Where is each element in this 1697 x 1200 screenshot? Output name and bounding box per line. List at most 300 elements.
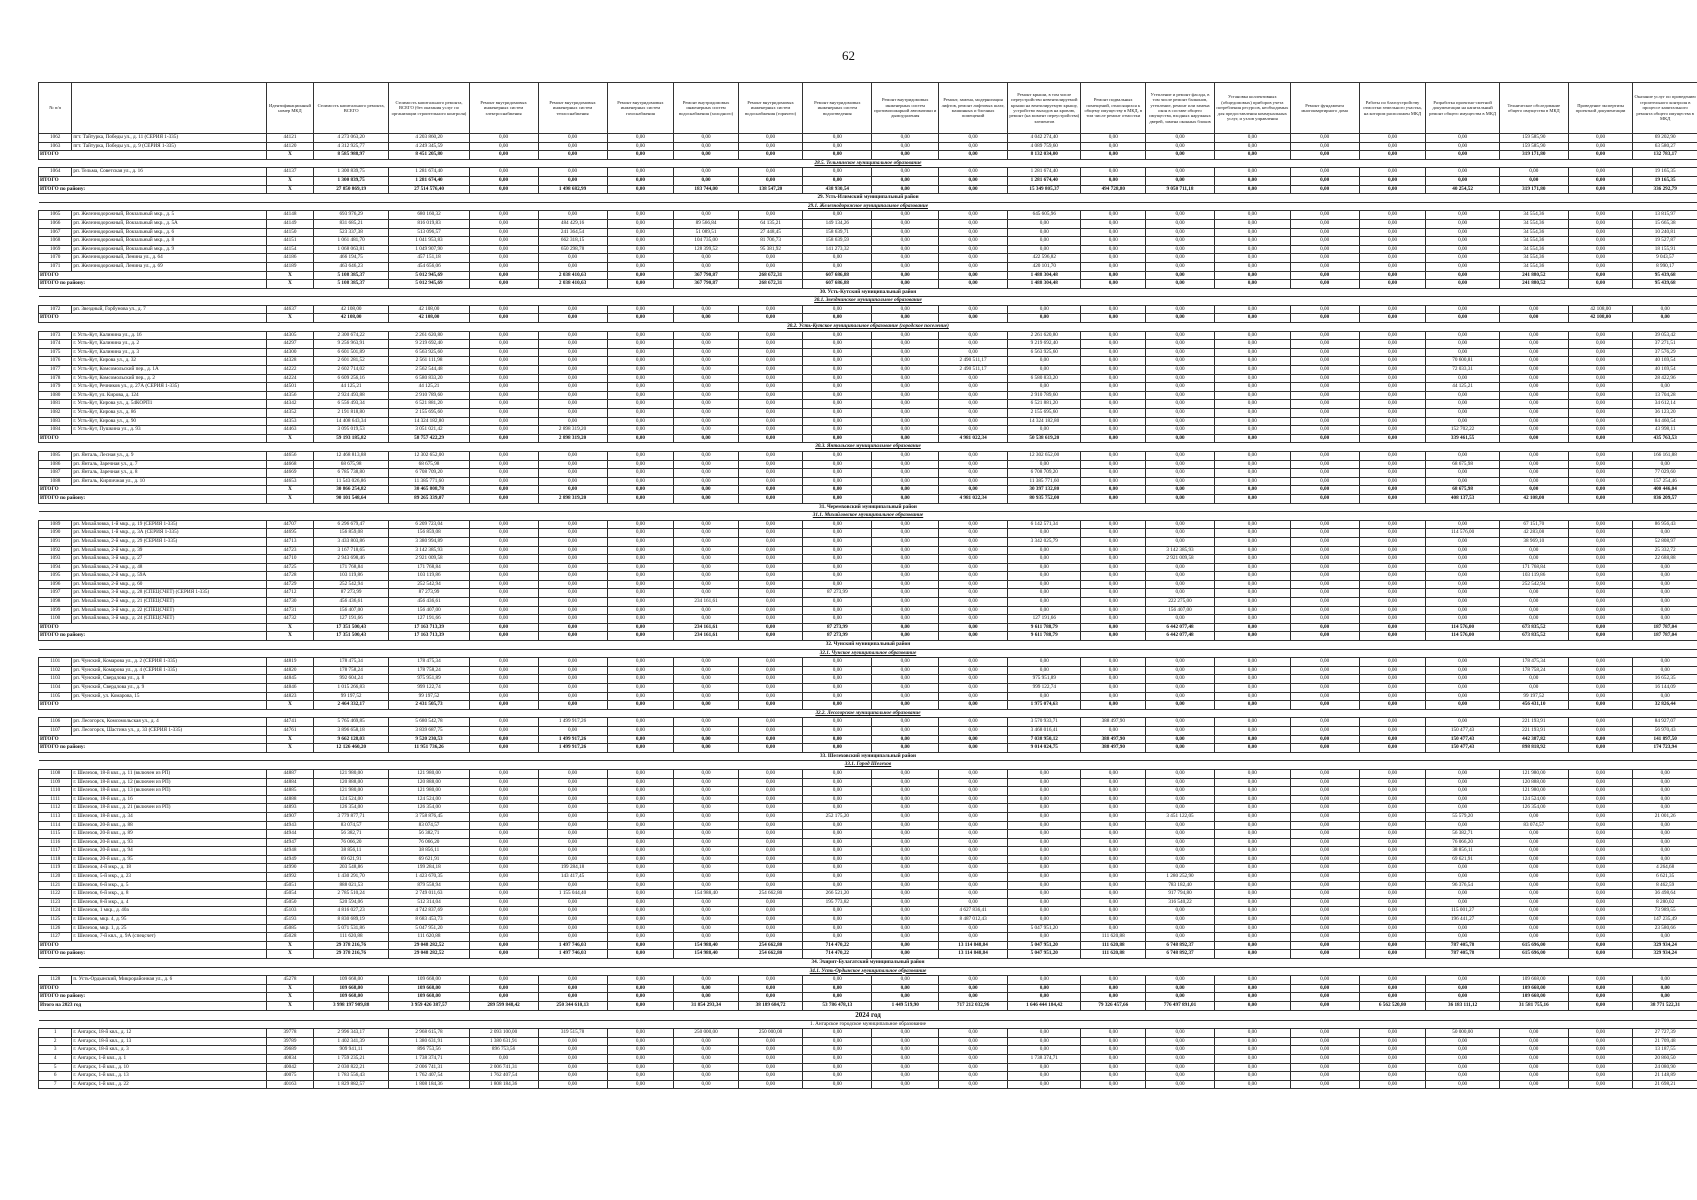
row-value: 0,00: [1568, 890, 1633, 899]
column-header: Ремонт внутридомовых инженерных систем водоснабжения (холодного): [674, 83, 739, 134]
row-value: 0,00: [872, 726, 939, 735]
row-number: 3: [39, 1046, 72, 1055]
total-value: 0,00: [607, 434, 674, 443]
row-value: 73 989,55: [1633, 907, 1697, 916]
row-value: 693 976,29: [313, 211, 389, 220]
subsection-heading-row: [39, 649, 1697, 658]
row-number: 1075: [39, 348, 72, 357]
row-value: 0,00: [469, 460, 538, 469]
row-value: 0,00: [1499, 838, 1568, 847]
capital-repair-table-wrap: [38, 82, 1697, 1089]
row-value: 0,00: [939, 546, 1008, 555]
row-number: 1097: [39, 589, 72, 598]
row-address: рп. Михайловка, 1-й мкр., д. 19 (СЕРИЯ 1-335): [72, 520, 267, 529]
total-value: 0,00: [1215, 151, 1291, 160]
row-number: 1: [39, 1029, 72, 1038]
row-address: рп. Янталь, Лесная ул., д. 9: [72, 451, 267, 460]
table-row: [39, 1037, 1697, 1046]
row-number: 1081: [39, 400, 72, 409]
row-value: 0,00: [1499, 546, 1568, 555]
total-value: 30 465 808,78: [389, 486, 469, 495]
row-value: 178 475,34: [1499, 658, 1568, 667]
row-value: 3 570 933,71: [1008, 718, 1081, 727]
row-value: 0,00: [469, 718, 538, 727]
row-value: 0,00: [1426, 520, 1499, 529]
row-value: 0,00: [607, 477, 674, 486]
total-value: 109 668,00: [1499, 984, 1568, 993]
row-value: 0,00: [538, 383, 607, 392]
subsection-heading: 31.1. Михайловское муниципальное образование: [39, 512, 1697, 521]
row-value: 0,00: [1426, 769, 1499, 778]
total-value: 109 668,00: [313, 993, 389, 1002]
row-value: 0,00: [538, 477, 607, 486]
row-value: 0,00: [469, 580, 538, 589]
row-value: 178 758,24: [1499, 666, 1568, 675]
total-value: 0,00: [674, 984, 739, 993]
row-number: 1091: [39, 537, 72, 546]
row-value: 0,00: [1290, 134, 1359, 143]
row-value: 0,00: [1568, 348, 1633, 357]
row-value: 0,00: [1290, 563, 1359, 572]
row-value: 0,00: [1215, 1046, 1291, 1055]
row-value: 0,00: [1081, 1063, 1146, 1072]
total-value: 336 292,79: [1633, 185, 1697, 194]
row-address: рп. Янталь, Кирпичная ул., д. 10: [72, 477, 267, 486]
total-value: 0,00: [674, 993, 739, 1002]
row-mkd-id: 40075: [267, 1072, 314, 1081]
row-value: 0,00: [1359, 262, 1426, 271]
row-value: 0,00: [538, 572, 607, 581]
column-header: Техническое обследование общего имущества в МКД: [1499, 83, 1568, 134]
row-value: 84 927,07: [1633, 718, 1697, 727]
row-value: 0,00: [1359, 357, 1426, 366]
row-value: 0,00: [1081, 821, 1146, 830]
row-value: 0,00: [1290, 1080, 1359, 1089]
row-value: 34 554,36: [1499, 219, 1568, 228]
row-value: 2 921 009,58: [1146, 555, 1215, 564]
row-value: 0,00: [803, 1072, 872, 1081]
row-number: 1115: [39, 830, 72, 839]
table-row: [39, 228, 1697, 237]
row-value: 0,00: [1568, 219, 1633, 228]
column-header: Ремонт внутридомовых инженерных систем водоснабжения (горячего): [738, 83, 803, 134]
row-value: 0,00: [538, 924, 607, 933]
row-value: 4 089 759,60: [1008, 142, 1081, 151]
row-value: 0,00: [1146, 142, 1215, 151]
total-value: 0,00: [872, 984, 939, 993]
row-value: 0,00: [674, 855, 739, 864]
row-value: 0,00: [738, 606, 803, 615]
row-value: 0,00: [1081, 890, 1146, 899]
table-row: [39, 426, 1697, 435]
row-value: 0,00: [674, 451, 739, 460]
row-value: 0,00: [803, 933, 872, 942]
total-value: 111 620,88: [1081, 950, 1146, 959]
total-value: 0,00: [939, 271, 1008, 280]
row-value: 463 646,23: [313, 262, 389, 271]
row-value: 0,00: [469, 340, 538, 349]
row-value: 0,00: [939, 606, 1008, 615]
row-value: 0,00: [1426, 615, 1499, 624]
row-value: 0,00: [738, 1080, 803, 1089]
row-value: 0,00: [1568, 529, 1633, 538]
row-value: 0,00: [1568, 847, 1633, 856]
total-value: 0,00: [1215, 701, 1291, 710]
row-value: 0,00: [872, 598, 939, 607]
row-value: 0,00: [872, 391, 939, 400]
row-value: 0,00: [538, 589, 607, 598]
row-value: 0,00: [1008, 769, 1081, 778]
row-number: 1121: [39, 881, 72, 890]
row-value: 0,00: [538, 1080, 607, 1089]
row-mkd-id: 44907: [267, 812, 314, 821]
row-value: 0,00: [803, 254, 872, 263]
subsection-heading-row: [39, 202, 1697, 211]
row-number: 1076: [39, 357, 72, 366]
total-value: 9 520 230,53: [389, 735, 469, 744]
total-value: 0,00: [1081, 151, 1146, 160]
subsection-heading: 1. Ангарское городское муниципальное образование: [39, 1020, 1697, 1029]
row-value: 0,00: [674, 374, 739, 383]
row-value: 0,00: [1081, 245, 1146, 254]
row-value: 27 727,39: [1633, 1029, 1697, 1038]
row-value: 0,00: [674, 1063, 739, 1072]
row-value: 0,00: [1359, 1054, 1426, 1063]
row-mkd-id: 44342: [267, 400, 314, 409]
row-mkd-id: 44885: [267, 787, 314, 796]
row-value: 0,00: [1290, 1063, 1359, 1072]
row-value: 56 970,43: [1633, 726, 1697, 735]
row-value: 0,00: [538, 812, 607, 821]
total-value: 0,00: [1426, 314, 1499, 323]
total-value: 0,00: [939, 185, 1008, 194]
column-header: Утепление и ремонт фасада, в том числе ремонт балконов, утепление, ремонт или замена окон в составе общего имущества, входных наружных дверей, замена оконных блоков: [1146, 83, 1215, 134]
row-value: 0,00: [1568, 718, 1633, 727]
row-value: 6 563 925,60: [1008, 348, 1081, 357]
total-value: 6 442 077,48: [1146, 623, 1215, 632]
total-value: 0,00: [1290, 494, 1359, 503]
total-marker: X: [267, 185, 314, 194]
row-value: 0,00: [1499, 168, 1568, 177]
row-value: 0,00: [1081, 451, 1146, 460]
row-value: 0,00: [1633, 692, 1697, 701]
row-value: 0,00: [674, 675, 739, 684]
row-value: 0,00: [674, 383, 739, 392]
row-value: 0,00: [1215, 675, 1291, 684]
total-row: [39, 280, 1697, 289]
total-value: 31 854 293,34: [674, 1001, 739, 1010]
row-value: 40 169,54: [1633, 357, 1697, 366]
total-value: 0,00: [1359, 494, 1426, 503]
row-value: 0,00: [1359, 778, 1426, 787]
total-value: 0,00: [1359, 314, 1426, 323]
total-value: 0,00: [1568, 494, 1633, 503]
row-value: 0,00: [738, 589, 803, 598]
row-value: 158 639,59: [803, 237, 872, 246]
total-value: 32 826,44: [1633, 701, 1697, 710]
row-value: 0,00: [738, 134, 803, 143]
row-value: 0,00: [607, 976, 674, 985]
row-value: 831 685,21: [313, 219, 389, 228]
row-value: 0,00: [803, 1029, 872, 1038]
row-number: 1118: [39, 855, 72, 864]
row-value: 0,00: [674, 426, 739, 435]
row-value: 0,00: [1215, 589, 1291, 598]
table-row: [39, 847, 1697, 856]
row-value: 0,00: [538, 555, 607, 564]
row-value: 0,00: [803, 615, 872, 624]
row-value: 0,00: [939, 460, 1008, 469]
row-value: 0,00: [738, 211, 803, 220]
total-value: 30 866 254,82: [313, 486, 389, 495]
total-value: 50 538 619,20: [1008, 434, 1081, 443]
total-value: 0,00: [1146, 984, 1215, 993]
total-value: 1 300 839,75: [313, 176, 389, 185]
row-value: 0,00: [872, 211, 939, 220]
row-value: 0,00: [538, 391, 607, 400]
total-marker: X: [267, 744, 314, 753]
total-value: 9 611 788,79: [1008, 632, 1081, 641]
row-mkd-id: 45028: [267, 933, 314, 942]
row-value: 0,00: [738, 572, 803, 581]
row-value: 0,00: [1146, 675, 1215, 684]
row-value: 0,00: [803, 864, 872, 873]
total-value: 0,00: [1290, 941, 1359, 950]
row-value: 0,00: [1290, 830, 1359, 839]
row-value: 0,00: [803, 460, 872, 469]
row-value: 87 273,99: [803, 589, 872, 598]
row-value: 0,00: [674, 400, 739, 409]
row-address: г. Шелехов, мкр. 1, д. 25: [72, 924, 267, 933]
row-value: 38 856,11: [1426, 847, 1499, 856]
row-value: 0,00: [1426, 795, 1499, 804]
row-value: 0,00: [674, 409, 739, 418]
table-row: [39, 168, 1697, 177]
row-value: 0,00: [1568, 675, 1633, 684]
row-value: 120 888,00: [313, 778, 389, 787]
row-value: 0,00: [538, 374, 607, 383]
row-mkd-id: 44137: [267, 168, 314, 177]
row-value: 0,00: [1215, 211, 1291, 220]
row-number: 1102: [39, 666, 72, 675]
total-value: 58 757 422,29: [389, 434, 469, 443]
total-value: 0,00: [469, 176, 538, 185]
table-row: [39, 262, 1697, 271]
row-value: 0,00: [1290, 451, 1359, 460]
row-number: 1123: [39, 898, 72, 907]
row-value: 38 856,11: [389, 847, 469, 856]
row-value: 0,00: [607, 391, 674, 400]
total-value: 607 686,88: [803, 271, 872, 280]
row-address: рп. Михайловка, 2-й мкр., д. 60: [72, 580, 267, 589]
row-value: 0,00: [872, 572, 939, 581]
row-value: 0,00: [607, 873, 674, 882]
row-value: 0,00: [1499, 890, 1568, 899]
total-value: 0,00: [1008, 993, 1081, 1002]
row-value: 0,00: [1215, 555, 1291, 564]
row-value: 34 554,36: [1499, 254, 1568, 263]
row-value: 999 122,74: [389, 684, 469, 693]
row-value: 0,00: [607, 580, 674, 589]
row-number: 1127: [39, 933, 72, 942]
total-value: 0,00: [939, 623, 1008, 632]
total-row: [39, 632, 1697, 641]
row-value: 0,00: [939, 726, 1008, 735]
row-value: 0,00: [538, 769, 607, 778]
row-value: 0,00: [674, 692, 739, 701]
total-value: 0,00: [538, 486, 607, 495]
row-value: 0,00: [1215, 976, 1291, 985]
total-row: [39, 271, 1697, 280]
row-value: 178 475,34: [313, 658, 389, 667]
row-value: 0,00: [1290, 795, 1359, 804]
row-value: 0,00: [1290, 769, 1359, 778]
row-value: 0,00: [1359, 134, 1426, 143]
row-value: 0,00: [1290, 864, 1359, 873]
row-value: 0,00: [538, 933, 607, 942]
row-value: 0,00: [738, 916, 803, 925]
row-value: 0,00: [872, 460, 939, 469]
row-value: 0,00: [538, 305, 607, 314]
row-mkd-id: 44949: [267, 855, 314, 864]
row-value: 0,00: [469, 684, 538, 693]
row-value: 0,00: [872, 589, 939, 598]
row-value: 0,00: [1568, 331, 1633, 340]
row-value: 0,00: [1290, 417, 1359, 426]
total-value: 0,00: [1359, 151, 1426, 160]
total-value: 42 108,00: [389, 314, 469, 323]
row-value: 0,00: [538, 1046, 607, 1055]
row-value: 14 408 643,34: [313, 417, 389, 426]
total-value: 0,00: [1568, 701, 1633, 710]
row-value: 0,00: [1568, 357, 1633, 366]
row-value: 0,00: [1290, 469, 1359, 478]
total-label: Итого на 2023 год: [39, 1001, 267, 1010]
table-row: [39, 1080, 1697, 1089]
row-number: 1070: [39, 254, 72, 263]
row-value: 0,00: [1081, 529, 1146, 538]
row-value: 0,00: [1633, 383, 1697, 392]
row-value: 21 148,89: [1633, 1072, 1697, 1081]
total-value: 0,00: [738, 434, 803, 443]
row-value: 0,00: [607, 684, 674, 693]
table-row: [39, 976, 1697, 985]
row-value: 0,00: [1633, 606, 1697, 615]
total-value: 0,00: [872, 151, 939, 160]
row-address: г. Ангарск, 18-й квл., д. 13: [72, 1037, 267, 1046]
total-value: 95 439,68: [1633, 280, 1697, 289]
row-value: 0,00: [469, 795, 538, 804]
total-label: ИТОГО: [39, 434, 267, 443]
row-number: 1079: [39, 383, 72, 392]
row-value: 0,00: [1499, 331, 1568, 340]
row-value: 0,00: [1290, 529, 1359, 538]
row-value: 0,00: [1426, 374, 1499, 383]
row-value: 0,00: [1499, 830, 1568, 839]
row-address: рп. Железнодорожный, Вокзальный мкр., д. 8: [72, 237, 267, 246]
row-value: 0,00: [538, 675, 607, 684]
row-value: 0,00: [738, 262, 803, 271]
row-value: 3 779 877,71: [313, 812, 389, 821]
table-row: [39, 795, 1697, 804]
total-value: 0,00: [738, 314, 803, 323]
row-address: рп. Тельма, Советская ул., д. 16: [72, 168, 267, 177]
row-value: 4 816 027,23: [313, 907, 389, 916]
total-value: 0,00: [1215, 744, 1291, 753]
row-value: 0,00: [872, 907, 939, 916]
row-value: 121 980,00: [313, 769, 389, 778]
row-value: 0,00: [1081, 812, 1146, 821]
row-value: 0,00: [1568, 1054, 1633, 1063]
row-value: 0,00: [1146, 357, 1215, 366]
row-value: 0,00: [607, 838, 674, 847]
row-value: 0,00: [674, 933, 739, 942]
row-mkd-id: 44887: [267, 769, 314, 778]
row-value: 0,00: [1568, 684, 1633, 693]
row-number: 1074: [39, 340, 72, 349]
row-value: 0,00: [1499, 933, 1568, 942]
row-value: 67 151,70: [1499, 520, 1568, 529]
row-value: 0,00: [469, 890, 538, 899]
row-value: 0,00: [939, 1054, 1008, 1063]
row-value: 0,00: [1215, 219, 1291, 228]
row-value: 0,00: [872, 340, 939, 349]
row-number: 1062: [39, 134, 72, 143]
row-value: 0,00: [1008, 795, 1081, 804]
row-value: 0,00: [803, 795, 872, 804]
row-value: 0,00: [1359, 563, 1426, 572]
table-row: [39, 340, 1697, 349]
row-value: 0,00: [939, 1037, 1008, 1046]
row-value: 0,00: [1568, 580, 1633, 589]
row-value: 250 000,00: [674, 1029, 739, 1038]
row-value: 1 402 341,39: [313, 1037, 389, 1046]
row-value: 0,00: [1359, 933, 1426, 942]
row-value: 126 354,00: [389, 804, 469, 813]
total-value: 150 477,43: [1426, 744, 1499, 753]
row-value: 0,00: [1215, 572, 1291, 581]
row-value: 0,00: [674, 778, 739, 787]
total-value: 0,00: [1081, 993, 1146, 1002]
row-value: 0,00: [1215, 666, 1291, 675]
row-value: 0,00: [674, 340, 739, 349]
row-value: 156 407,00: [1146, 606, 1215, 615]
row-value: 0,00: [1499, 589, 1568, 598]
row-value: 0,00: [872, 787, 939, 796]
total-value: 109 668,00: [313, 984, 389, 993]
row-value: 9 256 963,91: [313, 340, 389, 349]
row-value: 0,00: [1290, 598, 1359, 607]
row-value: 0,00: [1008, 838, 1081, 847]
row-value: 0,00: [939, 1080, 1008, 1089]
row-value: 0,00: [1568, 237, 1633, 246]
column-header: Ремонт подвальных помещений, относящихся к общему имуществу в МКД, в том числе ремонт отмостки: [1081, 83, 1146, 134]
row-value: 0,00: [1146, 391, 1215, 400]
row-address: рп. Янталь, Заречная ул., д. 8: [72, 469, 267, 478]
row-value: 0,00: [538, 366, 607, 375]
row-value: 0,00: [1081, 168, 1146, 177]
row-value: 4 627 836,41: [939, 907, 1008, 916]
row-value: 0,00: [469, 555, 538, 564]
row-value: 0,00: [1359, 675, 1426, 684]
row-value: 0,00: [1008, 1029, 1081, 1038]
row-value: 999 122,74: [1008, 684, 1081, 693]
total-marker: X: [267, 271, 314, 280]
total-marker: X: [267, 623, 314, 632]
row-value: 0,00: [1290, 692, 1359, 701]
row-value: 0,00: [1568, 658, 1633, 667]
row-value: 0,00: [939, 340, 1008, 349]
